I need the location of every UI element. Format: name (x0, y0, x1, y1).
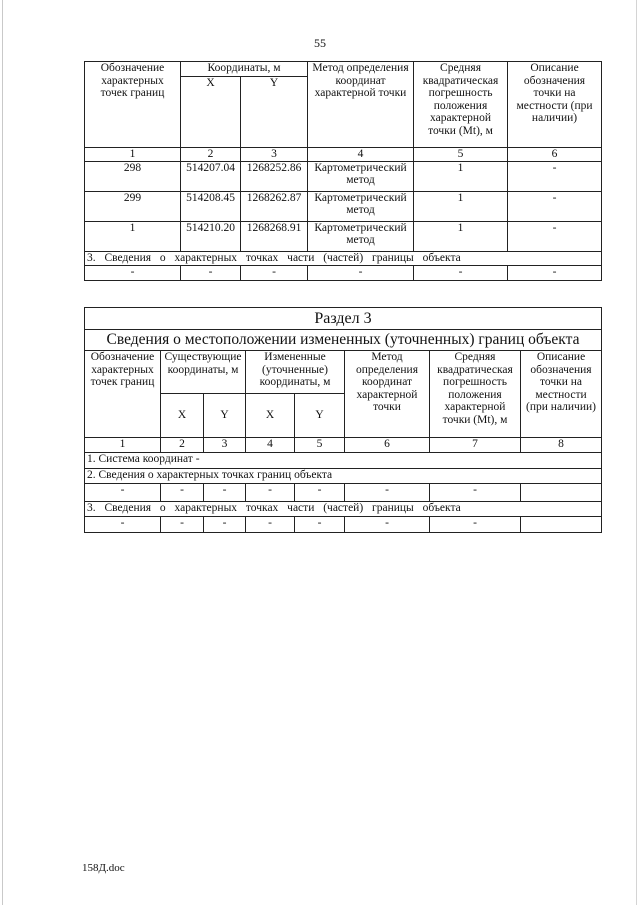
column-number: 2 (181, 148, 241, 162)
column-number: 5 (295, 438, 345, 453)
header-error: Средняя квадратическая погрешность положения характерной точки (Mt), м (430, 351, 521, 438)
header-designation: Обозначение характерных точек границ (85, 62, 181, 148)
point-id: 298 (85, 161, 181, 191)
section-subtitle: Сведения о местоположении измененных (уточненных) границ объекта (85, 330, 602, 351)
column-number: 3 (241, 148, 308, 162)
column-number: 3 (204, 438, 246, 453)
header-coordinates: Координаты, м (181, 62, 308, 77)
coord-system-row: 1. Система координат - (85, 453, 602, 469)
column-number-row (85, 148, 602, 162)
empty-cell: - (295, 517, 345, 533)
empty-cell: - (345, 484, 430, 502)
column-number: 6 (508, 148, 602, 162)
column-number: 1 (85, 438, 161, 453)
mt-value: 1 (414, 191, 508, 221)
coord-y: 1268268.91 (241, 221, 308, 251)
point-id: 1 (85, 221, 181, 251)
section-3-table (84, 307, 602, 533)
header-description: Описание обозначения точки на местности (при наличии) (508, 62, 602, 148)
description: - (508, 221, 602, 251)
empty-cell: - (508, 265, 602, 280)
empty-cell: - (246, 484, 295, 502)
empty-cell: - (246, 517, 295, 533)
coord-x: 514208.45 (181, 191, 241, 221)
page-number: 55 (314, 36, 326, 50)
header-y-changed: Y (295, 394, 345, 438)
section-title: Раздел 3 (85, 308, 602, 330)
header-x-changed: X (246, 394, 295, 438)
method: Картометрический метод (308, 191, 414, 221)
empty-cell: - (161, 484, 204, 502)
mt-value: 1 (414, 161, 508, 191)
header-error: Средняя квадратическая погрешность положения характерной точки (Mt), м (414, 62, 508, 148)
parts-heading: 3. Сведения о характерных точках части (частей) границы объекта (85, 251, 602, 265)
method: Картометрический метод (308, 221, 414, 251)
header-method: Метод определения координат характерной точки (345, 351, 430, 438)
table-row (85, 191, 602, 221)
empty-cell: - (345, 517, 430, 533)
header-y: Y (241, 77, 308, 148)
empty-cell (521, 484, 602, 502)
empty-cell: - (85, 517, 161, 533)
column-number: 8 (521, 438, 602, 453)
empty-cell: - (430, 484, 521, 502)
header-changed-coordinates: Измененные (уточненные) координаты, м (246, 351, 345, 394)
page-edge-left (2, 0, 3, 905)
mt-value: 1 (414, 221, 508, 251)
header-x: X (161, 394, 204, 438)
column-number: 7 (430, 438, 521, 453)
coord-x: 514210.20 (181, 221, 241, 251)
footer-filename: 158Д.doc (82, 862, 125, 874)
empty-cell: - (414, 265, 508, 280)
column-number: 2 (161, 438, 204, 453)
table-row (85, 161, 602, 191)
boundary-heading: 2. Сведения о характерных точках границ объекта (85, 469, 602, 484)
description: - (508, 161, 602, 191)
column-number-row (85, 438, 602, 453)
empty-cell: - (204, 484, 246, 502)
empty-cell: - (161, 517, 204, 533)
column-number: 4 (308, 148, 414, 162)
empty-cell: - (241, 265, 308, 280)
table-row (85, 221, 602, 251)
page-edge-right (636, 0, 637, 905)
empty-cell: - (85, 265, 181, 280)
empty-cell (521, 517, 602, 533)
empty-cell: - (430, 517, 521, 533)
header-description: Описание обозначения точки на местности (при наличии) (521, 351, 602, 438)
parts-heading: 3. Сведения о характерных точках части (частей) границы объекта (85, 502, 602, 517)
point-id: 299 (85, 191, 181, 221)
header-designation: Обозначение характерных точек границ (85, 351, 161, 438)
empty-row (85, 265, 602, 280)
coord-y: 1268252.86 (241, 161, 308, 191)
header-y: Y (204, 394, 246, 438)
coord-x: 514207.04 (181, 161, 241, 191)
empty-cell: - (295, 484, 345, 502)
column-number: 1 (85, 148, 181, 162)
empty-row (85, 484, 602, 502)
column-number: 5 (414, 148, 508, 162)
empty-cell: - (85, 484, 161, 502)
description: - (508, 191, 602, 221)
method: Картометрический метод (308, 161, 414, 191)
empty-row (85, 517, 602, 533)
coord-y: 1268262.87 (241, 191, 308, 221)
header-existing-coordinates: Существующие координаты, м (161, 351, 246, 394)
empty-cell: - (181, 265, 241, 280)
column-number: 6 (345, 438, 430, 453)
empty-cell: - (204, 517, 246, 533)
header-x: X (181, 77, 241, 148)
empty-cell: - (308, 265, 414, 280)
column-number: 4 (246, 438, 295, 453)
points-table (84, 61, 602, 281)
header-method: Метод определения координат характерной точки (308, 62, 414, 148)
